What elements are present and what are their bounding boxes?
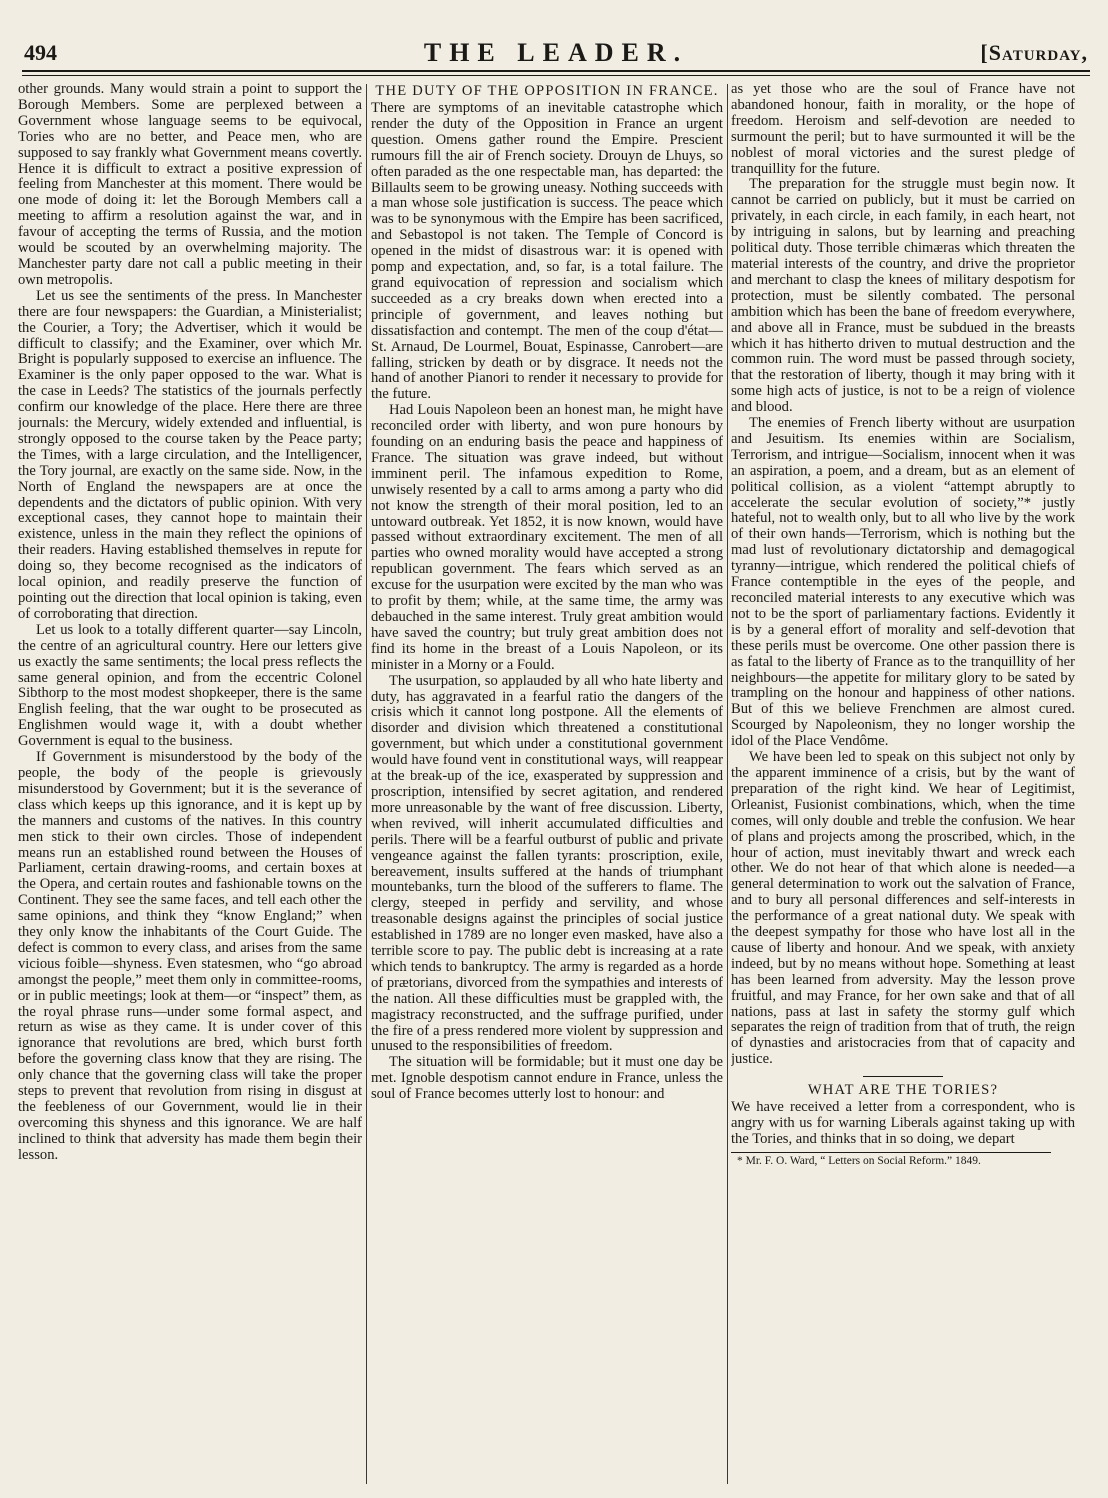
- paragraph: We have been led to speak on this subject not only by the apparent imminence of a crisis, but by the want of preparation of the right kind. We hear of Legitimist, Orleanist, Fusionist combinations, which, when the time comes, will only double and treble the confusion. We hear of plans and projects among the proscribed, which, in the hour of action, must inevitably thwart and wreck each other. We do not hear of that which alone is needed—a general determination to work out the salvation of France, and to bury all personal differences and self-interests in the performance of a great national duty. We speak with the deepest sympathy for those who have lost all in the cause of liberty and honour. And we speak, with anxiety indeed, but by no means without hope. Something at least has been learned from adversity. May the lesson prove fruitful, and may France, for her own sake and that of all nations, pass at last in safety the stormy gulf which separates the reign of tradition from that of truth, the reign of dynasties and aristocracies from that of capacity and justice.: [731, 749, 1075, 1068]
- page-number: 494: [24, 40, 57, 65]
- paragraph: Had Louis Napoleon been an honest man, he might have reconciled order with liberty, and won pure honours by founding on an enduring basis the peace and happiness of France. The situation was grave indeed, but without imminent peril. The infamous expedition to Rome, unwisely resented by a call to arms among a party who did not know the strength of their moral position, led to an untoward outbreak. Yet 1852, it is now known, would have passed without extraordinary excitement. The men of all parties who owned morality would have accepted a strong republican government. The fears which served as an excuse for the usurpation were excited by the man who was to profit by them; while, at the same time, the army was debauched in the same interest. Truly great ambition would have saved the country; but truly great ambition does not find its home in the breast of a Louis Napoleon, or its minister in a Morny or a Fould.: [371, 402, 723, 673]
- paragraph: The usurpation, so applauded by all who hate liberty and duty, has aggravated in a fearful ratio the dangers of the crisis which it cannot long postpone. All the elements of disorder and division which threatened a constitutional government, but which under a constitutional government would have found vent in constitutional ways, will reappear at the break-up of the ice, exasperated by suppression and proscription, intensified by secret agitation, and rendered more unreasonable by the want of free discussion. Liberty, when revived, will inherit accumulated difficulties and perils. There will be a fearful outburst of public and private vengeance against the fallen tyrants: proscription, exile, bereavement, insults suffered at the hands of triumphant mountebanks, turn the blood of the sufferers to flame. The clergy, steeped in perfidy and servility, and whose treasonable designs against the principles of social justice established in 1789 are no longer even masked, have also a terrible score to pay. The public debt is increasing at a rate which tends to bankruptcy. The army is regarded as a horde of prætorians, divorced from the sympathies and interests of the nation. All these difficulties must be grappled with, the magistracy reconstructed, and the suffrage purified, under the fire of a press rendered more violent by suppression and unused to the responsibilities of freedom.: [371, 672, 723, 1055]
- paragraph: other grounds. Many would strain a point to support the Borough Members. Some are perplexed between a Government whose language seems to be equivocal, Tories who are no better, and Peace men, who are supposed to say frankly what Government means covertly. Hence it is difficult to extract a positive expression of feeling from Manchester at this moment. There would be one mode of doing it: let the Borough Members call a meeting to affirm a resolution against the war, and in favour of accepting the terms of Russia, and the motion would be scouted by an overwhelming majority. The Manchester party dare not call a public meeting in their own metropolis.: [18, 82, 362, 288]
- paragraph: There are symptoms of an inevitable catastrophe which render the duty of the Opposition in France an urgent question. Omens gather round the Empire. Prescient rumours fill the air of French society. Drouyn de Lhuys, so often paraded as the one respectable man, has departed: the Billaults seem to be growing uneasy. Nothing succeeds with a man whose sole justification is success. The peace which was to be synonymous with the Empire has been sacrificed, and Sebastopol is not taken. The Temple of Concord is opened in the midst of disastrous war: it is opened with pomp and expectation, and, so far, is a total failure. The grand equivocation of repression and socialism which succeeded as a cry breaks down when erected into a principle of government, and leaves nothing but dissatisfaction and contempt. The men of the coup d'état—St. Arnaud, De Lourmel, Bouat, Espinasse, Canrobert—are falling, stricken by death or by disgrace. It needs not the hand of another Pianori to render it necessary to provide for the future.: [371, 100, 723, 403]
- header-rule-thick: [22, 70, 1090, 72]
- masthead-title: THE LEADER.: [423, 38, 689, 67]
- paragraph: Let us look to a totally different quarter—say Lincoln, the centre of an agricultural country. Here our letters give us exactly the same sentiments; the local press reflects the same general opinion, and from the eccentric Colonel Sibthorp to the most modest shopkeeper, there is the same English feeling, that the war ought to be prosecuted as Englishmen would wage it, with a doubt whether Government is equal to the business.: [18, 621, 362, 750]
- column-divider: [727, 84, 728, 1484]
- column-1: [18, 82, 362, 1490]
- article-heading: THE DUTY OF THE OPPOSITION IN FRANCE.: [375, 83, 719, 99]
- paragraph: Let us see the sentiments of the press. In Manchester there are four newspapers: the Guardian, a Ministerialist; the Courier, a Tory; the Advertiser, which it would be difficult to classify; and the Examiner, over which Mr. Bright is popularly supposed to exercise an influence. The Examiner is the only paper opposed to the war. What is the case in Leeds? The statistics of the journals perfectly confirm our knowledge of the place. Here there are three journals: the Mercury, widely extended and influential, is strongly opposed to the course taken by the Peace party; the Times, with a large circulation, and the Intelligencer, the Tory journal, are exactly on the same side. Now, in the North of England the newspapers are at once the dependents and the dictators of public opinion. With very exceptional cases, they cannot hope to maintain their existence, unless in the main they reflect the opinions of their readers. Having established themselves in repute for doing so, they become recognised as the indicators of local opinion, and readily preserve the function of pointing out the direction that local opinion is taking, even of corroborating that direction.: [18, 287, 362, 622]
- paragraph: We have received a letter from a correspondent, who is angry with us for warning Liberals against taking up with the Tories, and thinks that in so doing, we depart: [731, 1099, 1075, 1147]
- column-divider: [366, 84, 367, 1484]
- header-rule-thin: [22, 75, 1090, 76]
- header-day: [Saturday,: [980, 40, 1088, 65]
- footnote-rule: [731, 1152, 1051, 1153]
- paragraph: The preparation for the struggle must begin now. It cannot be carried on publicly, but it must be carried on privately, in each circle, in each family, in each heart, not by intriguing in salons, but by learning and preaching political duty. Those terrible chimæras which threaten the material interests of the country, and drive the proprietor and merchant to clasp the knees of military despotism for protection, must be silently combated. The personal ambition which has been the bane of freedom everywhere, and above all in France, must be subdued in the breasts which it has hitherto driven to mutual destruction and the common ruin. The word must be passed through society, that the restoration of liberty, though it may bring with it some high acts of justice, is not to be a reign of violence and blood.: [731, 176, 1075, 416]
- column-3: [731, 82, 1075, 1490]
- paragraph: If Government is misunderstood by the body of the people, the body of the people is grievously misunderstood by Government; but it is the severance of class which keeps up this ignorance, and it is kept up by the manners and customs of the natives. In this country men stick to their own circles. Those of independent means run an established round between the Houses of Parliament, certain drawing-rooms, and certain boxes at the Opera, and certain routes and fashionable towns on the Continent. They see the same faces, and tell each other the same opinions, and think they “know England;” when they only know the inhabitants of the Court Guide. The defect is common to every class, and arises from the same vicious foible—shyness. Even statesmen, who “go abroad amongst the people,” meet them only in committee-rooms, or in public meetings; look at them—or “inspect” them, as the royal phrase runs—under some formal aspect, and return as wise as they came. It is under cover of this ignorance that revolutions are bred, which burst forth before the governing class know that they are rising. The only chance that the governing class will take the proper steps to prevent that revolution from rising in disgust at the feebleness of our Government, would lie in their overcoming this shyness and this ignorance. We are half inclined to think that adversity has made them begin their lesson.: [18, 749, 362, 1163]
- paragraph: The enemies of French liberty without are usurpation and Jesuitism. Its enemies within are Socialism, Terrorism, and intrigue—Socialism, innocent when it was an aspiration, a poem, and a dream, but as an element of political collision, as a violent “attempt abruptly to accelerate the secular evolution of society,”* justly hateful, not to wealth only, but to all who live by the work of their own hands—Terrorism, which is nothing but the mad lust of revolutionary dictatorship and demagogical tyranny—intrigue, which rendered the political chiefs of France contemptible in the eyes of the people, and reconciled material interests to any executive which was not to be the sport of parliamentary factions. Evidently it is by a general effort of morality and self-devotion that these perils must be overcome. One other passion there is as fatal to the liberty of France as to the tranquillity of her neighbours—the appetite for military glory to be sated by trampling on the honour and happiness of other nations. But of this we believe Frenchmen are almost cured. Scourged by Napoleonism, they no longer worship the idol of the Place Vendôme.: [731, 415, 1075, 750]
- footnote: * Mr. F. O. Ward, “ Letters on Social Reform.” 1849.: [737, 1154, 981, 1167]
- paragraph: as yet those who are the soul of France have not abandoned honour, faith in morality, or the hope of freedom. Heroism and self-devotion are needed to surmount the peril; but to have surmounted it will be the noblest of moral victories and the surest pledge of tranquillity for the future.: [731, 82, 1075, 177]
- article-heading: WHAT ARE THE TORIES?: [807, 1082, 999, 1099]
- page-header: [22, 36, 1090, 70]
- section-divider: [863, 1076, 943, 1077]
- paragraph: The situation will be formidable; but it must one day be met. Ignoble despotism cannot endure in France, unless the soul of France becomes utterly lost to honour: and: [371, 1054, 723, 1103]
- column-2: [371, 82, 723, 1490]
